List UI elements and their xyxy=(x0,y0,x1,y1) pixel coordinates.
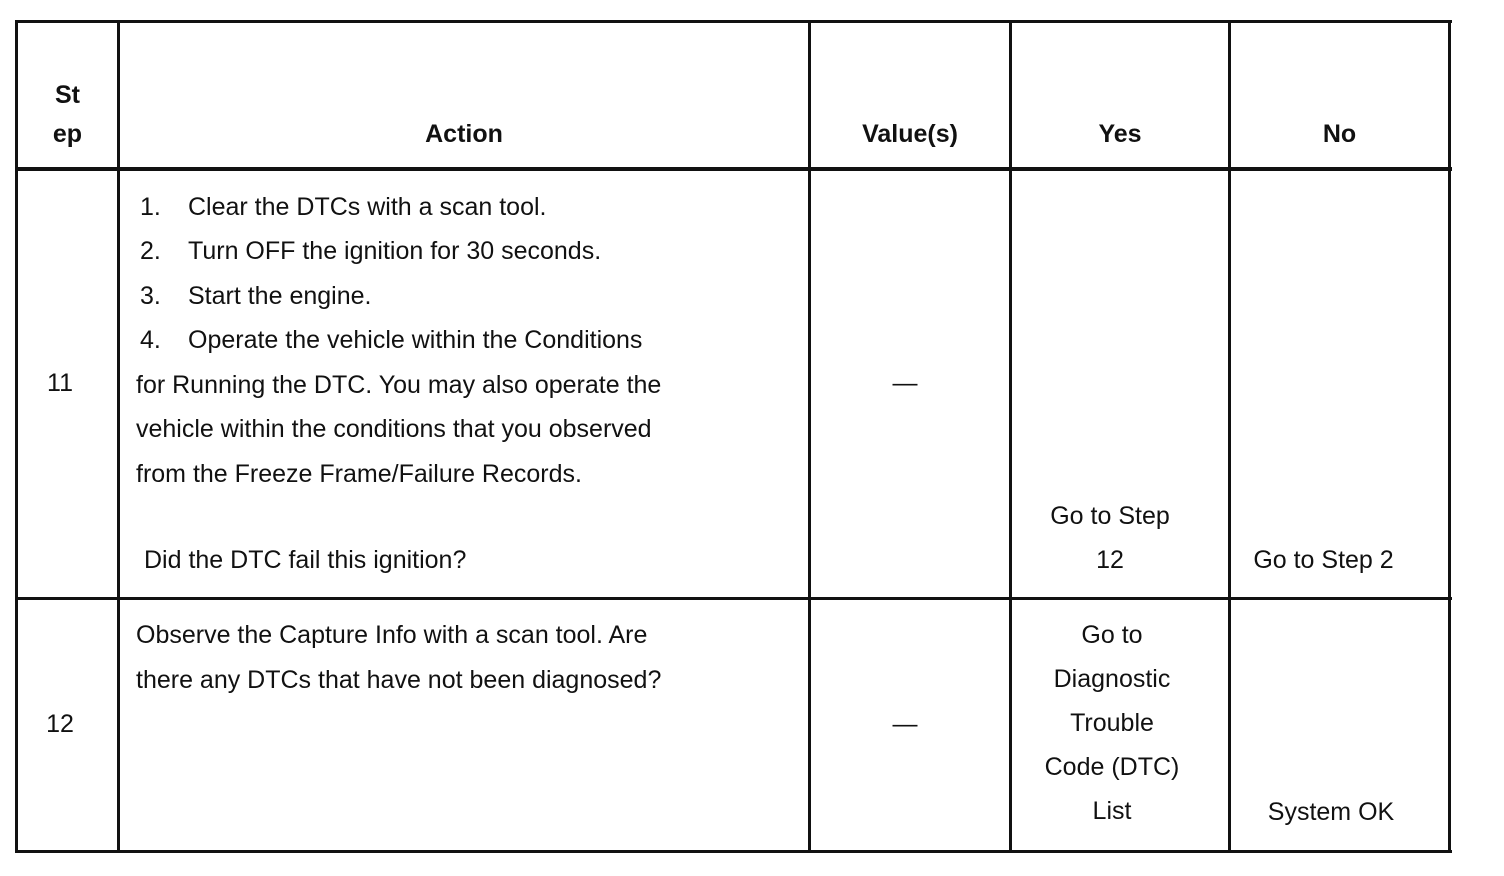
yes-result-line: Trouble xyxy=(1070,709,1154,737)
header-no: No xyxy=(1322,120,1357,148)
action-question: Did the DTC fail this ignition? xyxy=(144,546,467,574)
yes-result xyxy=(1012,501,1208,575)
table-bottom-border xyxy=(15,850,1452,853)
row-divider xyxy=(15,597,1452,600)
action-continuation-line: from the Freeze Frame/Failure Records. xyxy=(136,460,582,488)
list-text: Operate the vehicle within the Conditions xyxy=(188,326,643,354)
no-result: Go to Step 2 xyxy=(1253,546,1394,574)
header-values: Value(s) xyxy=(862,120,958,148)
header-action: Action xyxy=(425,120,503,148)
value-dash: — xyxy=(892,710,918,738)
yes-result-line: List xyxy=(1092,797,1132,825)
action-line: there any DTCs that have not been diagnosed? xyxy=(136,666,662,694)
action-continuation-line: for Running the DTC. You may also operate the xyxy=(136,371,662,399)
action-step-3 xyxy=(136,281,371,311)
list-text: Start the engine. xyxy=(188,282,372,310)
header-step-line2: ep xyxy=(52,120,83,148)
list-number: 1. xyxy=(140,193,161,221)
action-step-2 xyxy=(136,236,601,266)
yes-result-line: Go to xyxy=(1081,621,1143,649)
header-step xyxy=(18,80,117,149)
action-step-4 xyxy=(136,325,642,355)
step-number: 11 xyxy=(47,369,73,397)
list-number: 3. xyxy=(140,282,161,310)
yes-result-line: Code (DTC) xyxy=(1044,753,1180,781)
table-top-border xyxy=(15,20,1452,23)
value-dash: — xyxy=(892,369,918,397)
list-number: 4. xyxy=(140,326,161,354)
list-text: Turn OFF the ignition for 30 seconds. xyxy=(188,237,602,265)
action-step-1 xyxy=(136,192,546,222)
yes-result-line: 12 xyxy=(1096,546,1124,574)
action-continuation-line: vehicle within the conditions that you observed xyxy=(136,415,652,443)
yes-result-line: Go to Step xyxy=(1050,502,1170,530)
header-bottom-border xyxy=(15,167,1452,171)
header-yes: Yes xyxy=(1098,120,1142,148)
list-number: 2. xyxy=(140,237,161,265)
yes-result xyxy=(1012,620,1212,826)
step-number: 12 xyxy=(46,710,74,738)
yes-result-line: Diagnostic xyxy=(1053,665,1171,693)
no-result: System OK xyxy=(1267,798,1395,826)
header-step-line1: St xyxy=(55,81,80,109)
list-text: Clear the DTCs with a scan tool. xyxy=(188,193,547,221)
action-line: Observe the Capture Info with a scan tool. Are xyxy=(136,621,648,649)
table-right-border xyxy=(1448,20,1451,853)
